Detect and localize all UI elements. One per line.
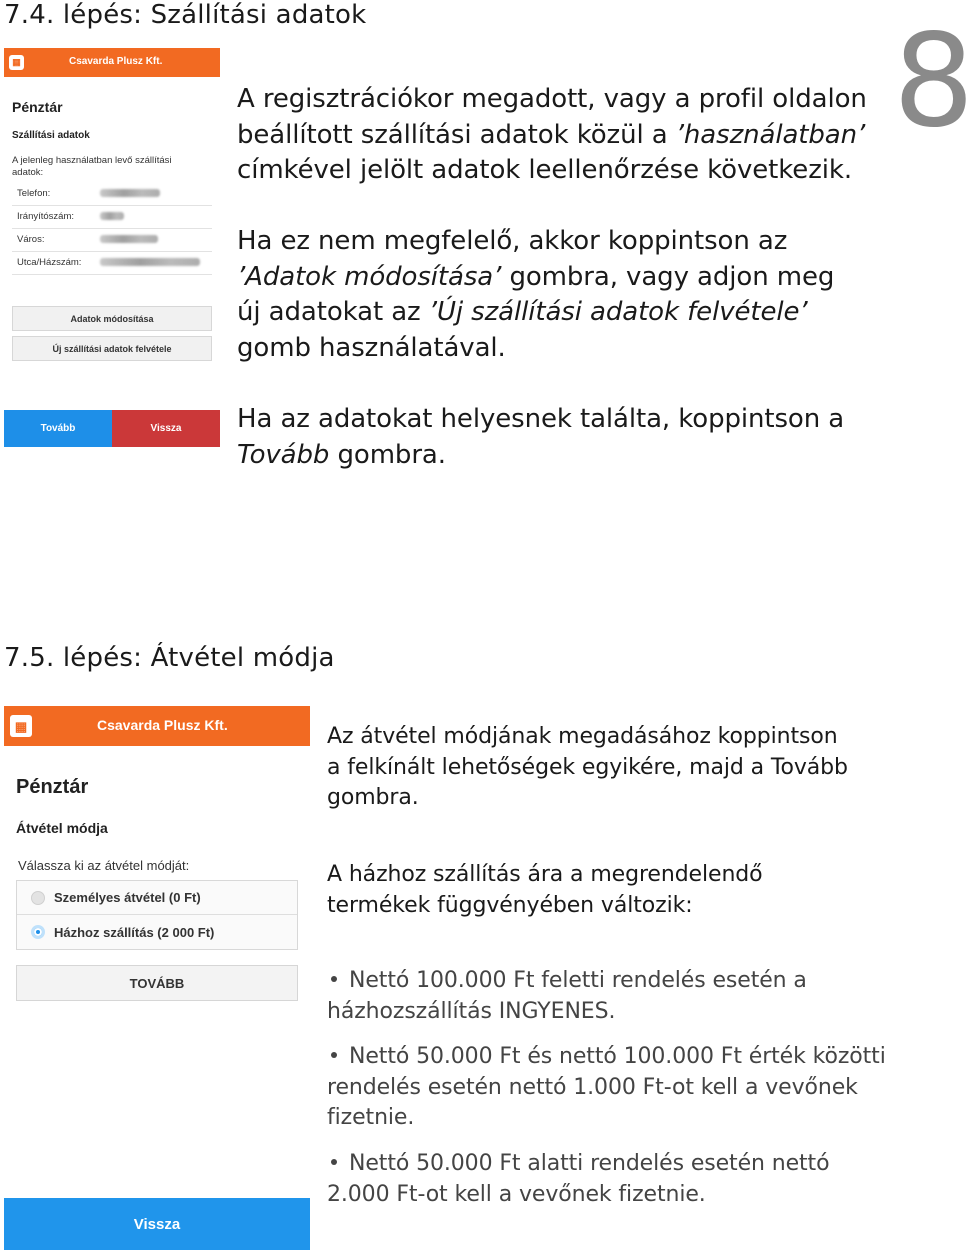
text-line: rendelés esetén nettó 1.000 Ft-ot kell a vevőnek — [327, 1074, 858, 1100]
bullet-item — [327, 1042, 927, 1134]
pickup-prompt: Válassza ki az átvétel módját: — [18, 858, 190, 873]
text-line: Az átvétel módjának megadásához koppintson — [327, 724, 838, 749]
text-line: Ha ez nem megfelelő, akkor koppintson az — [237, 226, 788, 256]
next-button[interactable]: Tovább — [4, 410, 112, 447]
text-line: A házhoz szállítás ára a megrendelendő — [327, 862, 763, 887]
pickup-options — [16, 880, 298, 950]
page-number: 8 — [893, 7, 974, 156]
brand-name: Csavarda Plusz Kft. — [69, 56, 163, 67]
text-line: címkével jelölt adatok leellenőrzése következik. — [237, 155, 852, 185]
radio-selected-icon[interactable] — [31, 925, 45, 939]
text-line: Nettó 50.000 Ft és nettó 100.000 Ft érték közötti — [327, 1042, 927, 1073]
section-subtitle: Átvétel módja — [16, 820, 108, 836]
new-shipping-data-button[interactable]: Új szállítási adatok felvétele — [12, 336, 212, 361]
field-label: Utca/Házszám: — [17, 257, 82, 268]
brand-name: Csavarda Plusz Kft. — [97, 717, 228, 733]
blurred-value — [100, 189, 160, 197]
section-subtitle: Szállítási adatok — [12, 130, 90, 141]
text-line: ’Adatok módosítása’ gombra, vagy adjon meg — [237, 261, 835, 292]
text-line: beállított szállítási adatok közül a ’használatban’ — [237, 119, 866, 150]
grid-app-icon[interactable]: ▦ — [10, 715, 32, 737]
modify-data-button[interactable]: Adatok módosítása — [12, 306, 212, 331]
bullet-item — [327, 1149, 927, 1210]
blurred-value — [100, 258, 200, 266]
city-field — [12, 230, 212, 252]
text-line: 2.000 Ft-ot kell a vevőnek fizetnie. — [327, 1181, 706, 1207]
paragraph-modify-data — [237, 224, 887, 366]
option-home-delivery[interactable] — [17, 915, 297, 949]
radio-unselected-icon[interactable] — [31, 891, 45, 905]
text-line: Ha az adatokat helyesnek találta, koppintson a — [237, 404, 845, 434]
bullet-icon — [331, 1159, 337, 1165]
street-field — [12, 253, 212, 275]
text-line: Tovább gombra. — [237, 439, 446, 470]
blurred-value — [100, 235, 158, 243]
current-address-note: A jelenleg használatban levő szállítási adatok: — [12, 155, 172, 178]
paragraph-continue — [237, 402, 887, 473]
field-label: Irányítószám: — [17, 211, 75, 222]
paragraph-delivery-price — [327, 860, 927, 921]
field-label: Város: — [17, 234, 45, 245]
section-heading-pickup: 7.5. lépés: Átvétel módja — [4, 643, 335, 673]
next-button[interactable]: TOVÁBB — [16, 965, 298, 1001]
option-label: Házhoz szállítás (2 000 Ft) — [54, 924, 215, 940]
blurred-value — [100, 212, 124, 220]
paragraph-pickup-intro — [327, 722, 927, 814]
section-heading-shipping: 7.4. lépés: Szállítási adatok — [4, 0, 367, 30]
grid-app-icon[interactable]: ▦ — [9, 55, 24, 70]
bullet-icon — [331, 976, 337, 982]
text-line: Nettó 100.000 Ft feletti rendelés esetén a — [327, 966, 927, 997]
text-line: gombra. — [327, 785, 419, 810]
page-title: Pénztár — [12, 99, 63, 115]
zip-field — [12, 207, 212, 229]
app-bar — [4, 48, 220, 77]
app-bar — [4, 706, 310, 746]
option-personal-pickup[interactable] — [17, 881, 297, 915]
text-line: a felkínált lehetőségek egyikére, majd a Tovább — [327, 754, 848, 780]
option-label: Személyes átvétel (0 Ft) — [54, 890, 201, 905]
page-title: Pénztár — [16, 776, 89, 798]
text-line: A regisztrációkor megadott, vagy a profil oldalon — [237, 84, 867, 114]
bullet-icon — [331, 1052, 337, 1058]
text-line: fizetnie. — [327, 1105, 415, 1130]
field-label: Telefon: — [17, 188, 51, 199]
bullet-item — [327, 966, 927, 1027]
back-button[interactable]: Vissza — [4, 1198, 310, 1250]
text-line: termékek függvényében változik: — [327, 892, 693, 918]
text-line: házhozszállítás INGYENES. — [327, 998, 616, 1024]
shipping-screenshot — [4, 48, 220, 448]
phone-field — [12, 184, 212, 206]
text-line: gomb használatával. — [237, 332, 506, 363]
text-line: új adatokat az ’Új szállítási adatok felvétele’ — [237, 297, 808, 327]
back-button[interactable]: Vissza — [112, 410, 220, 447]
pickup-screenshot — [4, 706, 310, 1252]
text-line: Nettó 50.000 Ft alatti rendelés esetén nettó — [327, 1149, 927, 1180]
bottom-nav — [4, 410, 220, 447]
paragraph-check-data — [237, 82, 887, 189]
